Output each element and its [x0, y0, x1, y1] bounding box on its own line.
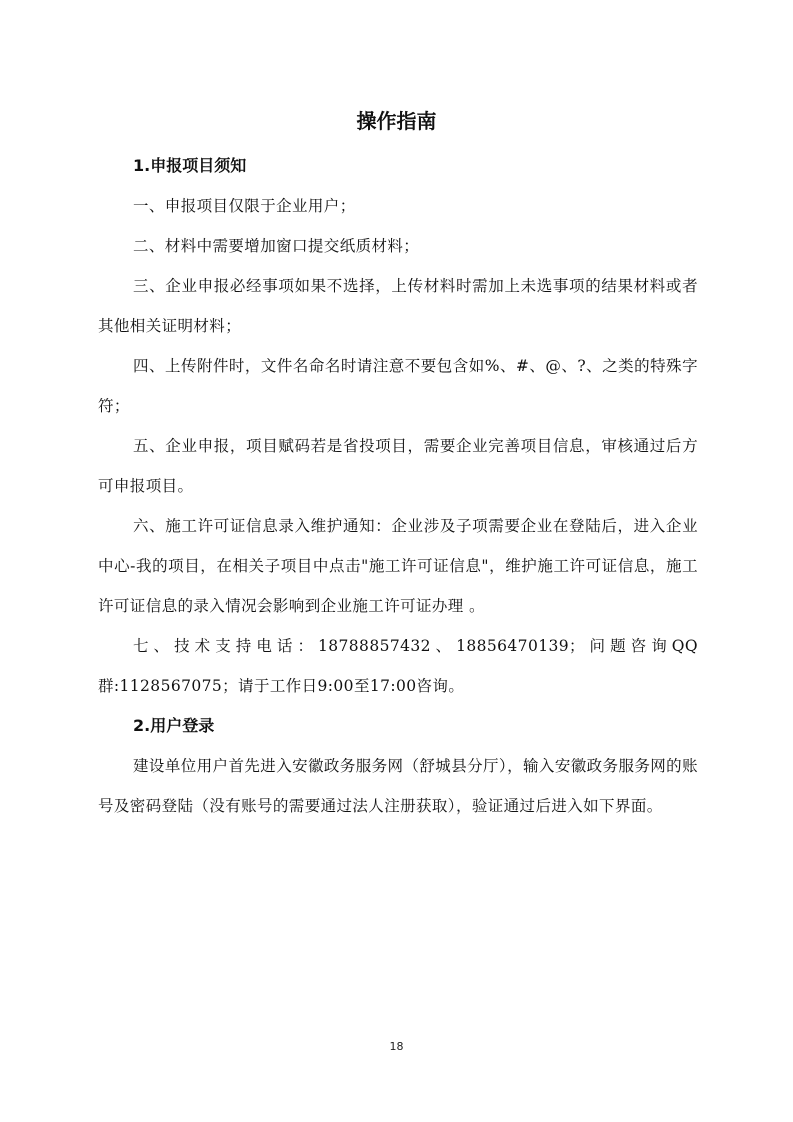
page-title: 操作指南: [356, 109, 437, 133]
section-user-login: [98, 706, 698, 826]
paragraph: 三、企业申报必经事项如果不选择，上传材料时需加上未选事项的结果材料或者其他相关证明材料；: [98, 277, 698, 335]
section-heading: 1.申报项目须知: [133, 156, 247, 175]
paragraph: 建设单位用户首先进入安徽政务服务网（舒城县分厅），输入安徽政务服务网的账号及密码登陆（没有账号的需要通过法人注册获取），验证通过后进入如下界面。: [98, 757, 698, 815]
paragraph: 七、技术支持电话：18788857432、18856470139；问题咨询QQ群:1128567075；请于工作日9:00至17:00咨询。: [98, 637, 698, 695]
paragraph: 四、上传附件时，文件名命名时请注意不要包含如%、#、@、?、之类的特殊字符；: [98, 357, 698, 415]
paragraph: 五、企业申报，项目赋码若是省投项目，需要企业完善项目信息，审核通过后方可申报项目。: [98, 437, 698, 495]
paragraph: 六、施工许可证信息录入维护通知：企业涉及子项需要企业在登陆后，进入企业中心-我的项目，在相关子项目中点击"施工许可证信息"，维护施工许可证信息，施工许可证信息的录入情况会影响到企业施工许可证办理 。: [98, 517, 698, 615]
paragraph: 一、申报项目仅限于企业用户；: [133, 197, 356, 215]
section-heading: 2.用户登录: [133, 716, 215, 735]
paragraph: 二、材料中需要增加窗口提交纸质材料；: [133, 237, 420, 255]
page-number: 18: [389, 1040, 404, 1053]
document-body: [98, 146, 698, 826]
section-application-notice: [98, 146, 698, 706]
